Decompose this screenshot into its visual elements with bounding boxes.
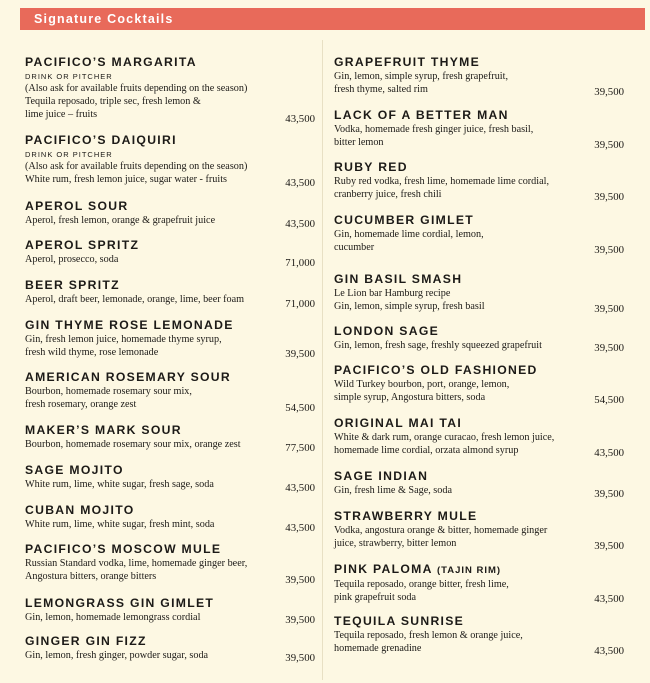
item-name — [334, 509, 624, 524]
item-price: 43,500 — [594, 447, 624, 459]
item-price: 43,500 — [285, 113, 315, 125]
item-price: 39,500 — [594, 139, 624, 151]
item-name-text: PACIFICO’S OLD FASHIONED — [334, 363, 538, 377]
item-price: 39,500 — [594, 303, 624, 315]
menu-item-makers-mark-sour — [25, 423, 315, 455]
item-price: 39,500 — [594, 540, 624, 552]
item-price: 43,500 — [285, 218, 315, 230]
item-name — [334, 160, 624, 175]
menu-item-sage-mojito — [25, 463, 315, 495]
item-price: 39,500 — [594, 86, 624, 98]
item-name-text: LACK OF A BETTER MAN — [334, 108, 509, 122]
item-name-text: PACIFICO’S DAIQUIRI — [25, 133, 177, 147]
menu-item-ruby-red — [334, 160, 624, 204]
menu-item-grapefruit-thyme — [334, 55, 624, 99]
item-price: 39,500 — [594, 342, 624, 354]
menu-item-london-sage — [334, 324, 624, 355]
item-name-text: LEMONGRASS GIN GIMLET — [25, 596, 215, 610]
menu-item-pink-paloma — [334, 562, 624, 606]
item-subtitle: DRINK OR PITCHER — [25, 72, 113, 81]
item-name-text: ORIGINAL MAI TAI — [334, 416, 462, 430]
item-name-suffix: (TAJIN RIM) — [436, 565, 502, 576]
menu-item-sage-indian — [334, 469, 624, 501]
item-price: 39,500 — [285, 652, 315, 664]
menu-item-gin-thyme-rose-lemonade — [25, 318, 315, 361]
item-description: Wild Turkey bourbon, port, orange, lemon, simple syrup, Angostura bitters, soda — [334, 379, 510, 403]
item-name-text: MAKER’S MARK SOUR — [25, 423, 182, 437]
section-header — [20, 8, 645, 30]
item-name — [334, 416, 624, 431]
item-name — [25, 423, 315, 438]
item-description: Russian Standard vodka, lime, homemade ginger beer, Angostura bitters, orange bitters — [25, 558, 248, 582]
menu-item-beer-spritz — [25, 278, 315, 311]
item-price: 43,500 — [285, 482, 315, 494]
item-name-text: BEER SPRITZ — [25, 278, 120, 292]
item-name-text: CUCUMBER GIMLET — [334, 213, 475, 227]
item-name-text: PACIFICO’S MARGARITA — [25, 55, 197, 69]
menu-item-pacificos-moscow-mule — [25, 542, 315, 587]
item-name — [25, 634, 315, 649]
item-name-text: STRAWBERRY MULE — [334, 509, 478, 523]
item-name-text: GIN BASIL SMASH — [334, 272, 463, 286]
item-name-text: SAGE MOJITO — [25, 463, 124, 477]
item-name-text: SAGE INDIAN — [334, 469, 429, 483]
item-description: Aperol, draft beer, lemonade, orange, lime, beer foam — [25, 294, 245, 305]
item-description: Bourbon, homemade rosemary sour mix, fresh rosemary, orange zest — [25, 386, 192, 410]
menu-item-cuban-mojito — [25, 503, 315, 535]
item-description: Aperol, prosecco, soda — [25, 254, 119, 265]
item-name-text: PACIFICO’S MOSCOW MULE — [25, 542, 222, 556]
item-price: 71,000 — [285, 298, 315, 310]
menu-item-american-rosemary-sour — [25, 370, 315, 415]
item-name — [334, 55, 624, 70]
column-divider — [322, 40, 323, 680]
item-name — [25, 370, 315, 385]
item-description: Gin, lemon, fresh sage, freshly squeezed grapefruit — [334, 340, 542, 351]
item-price: 43,500 — [285, 522, 315, 534]
item-price: 43,500 — [594, 645, 624, 657]
item-price: 43,500 — [285, 177, 315, 189]
item-name — [25, 596, 315, 611]
item-price: 71,000 — [285, 257, 315, 269]
menu-item-strawberry-mule — [334, 509, 624, 553]
item-price: 43,500 — [594, 593, 624, 605]
item-name — [334, 213, 624, 228]
item-price: 39,500 — [285, 348, 315, 360]
item-description: White rum, lime, white sugar, fresh mint, soda — [25, 519, 215, 530]
menu-item-original-mai-tai — [334, 416, 624, 460]
item-name-text: RUBY RED — [334, 160, 408, 174]
item-price: 39,500 — [594, 191, 624, 203]
item-name-text: GINGER GIN FIZZ — [25, 634, 147, 648]
menu-item-ginger-gin-fizz — [25, 634, 315, 665]
item-description: Le Lion bar Hamburg recipe Gin, lemon, simple syrup, fresh basil — [334, 288, 485, 312]
section-title: Signature Cocktails — [34, 12, 174, 26]
item-description: Bourbon, homemade rosemary sour mix, orange zest — [25, 439, 241, 450]
item-description: Ruby red vodka, fresh lime, homemade lime cordial, cranberry juice, fresh chili — [334, 176, 550, 200]
item-description: Gin, fresh lime & Sage, soda — [334, 485, 452, 496]
item-description: Vodka, angostura orange & bitter, homemade ginger juice, strawberry, bitter lemon — [334, 525, 548, 549]
menu-item-gin-basil-smash — [334, 272, 624, 316]
item-price: 39,500 — [285, 574, 315, 586]
item-name-text: TEQUILA SUNRISE — [334, 614, 465, 628]
item-price: 54,500 — [285, 402, 315, 414]
menu-item-pacificos-margarita — [25, 55, 315, 126]
item-name — [25, 133, 315, 148]
item-description: Tequila reposado, orange bitter, fresh lime, pink grapefruit soda — [334, 579, 509, 603]
menu-item-lemongrass-gin-gimlet — [25, 596, 315, 627]
item-name — [334, 363, 624, 378]
item-description: Gin, fresh lemon juice, homemade thyme syrup, fresh wild thyme, rose lemonade — [25, 334, 222, 358]
item-name-text: AMERICAN ROSEMARY SOUR — [25, 370, 232, 384]
item-name-text: PINK PALOMA — [334, 562, 433, 576]
item-name — [334, 469, 624, 484]
item-name — [25, 318, 315, 333]
item-price: 39,500 — [594, 244, 624, 256]
item-description: White rum, lime, white sugar, fresh sage, soda — [25, 479, 214, 490]
item-name — [334, 562, 624, 578]
menu-item-cucumber-gimlet — [334, 213, 624, 257]
item-price: 39,500 — [594, 488, 624, 500]
item-name-text: APEROL SOUR — [25, 199, 129, 213]
menu-item-aperol-spritz — [25, 238, 315, 270]
item-name-text: GIN THYME ROSE LEMONADE — [25, 318, 234, 332]
item-name — [334, 614, 624, 629]
item-price: 39,500 — [285, 614, 315, 626]
item-name — [25, 503, 315, 518]
item-name — [25, 55, 315, 70]
item-description: Vodka, homemade fresh ginger juice, fresh basil, bitter lemon — [334, 124, 534, 148]
item-subtitle: DRINK OR PITCHER — [25, 150, 113, 159]
item-name — [25, 238, 315, 253]
item-name — [334, 272, 624, 287]
item-description: Gin, lemon, simple syrup, fresh grapefruit, fresh thyme, salted rim — [334, 71, 508, 95]
item-description: White & dark rum, orange curacao, fresh lemon juice, homemade lime cordial, orzata almond syrup — [334, 432, 555, 456]
item-name-text: LONDON SAGE — [334, 324, 440, 338]
item-description: (Also ask for available fruits depending on the season) White rum, fresh lemon juice, sugar water - fruits — [25, 161, 248, 185]
item-name-text: APEROL SPRITZ — [25, 238, 140, 252]
item-description: (Also ask for available fruits depending on the season) Tequila reposado, triple sec, fresh lemon & lime juice – fruits — [25, 83, 248, 120]
item-price: 77,500 — [285, 442, 315, 454]
menu-item-pacificos-old-fashioned — [334, 363, 624, 407]
item-name — [25, 199, 315, 214]
item-name — [334, 324, 624, 339]
menu-item-lack-of-a-better-man — [334, 108, 624, 152]
item-description: Gin, homemade lime cordial, lemon, cucumber — [334, 229, 484, 253]
item-name-text: CUBAN MOJITO — [25, 503, 135, 517]
item-name — [25, 463, 315, 478]
item-name — [25, 278, 315, 293]
item-description: Gin, lemon, fresh ginger, powder sugar, soda — [25, 650, 209, 661]
item-name — [25, 542, 315, 557]
item-description: Tequila reposado, fresh lemon & orange juice, homemade grenadine — [334, 630, 523, 654]
item-description: Gin, lemon, homemade lemongrass cordial — [25, 612, 201, 623]
item-name-text: GRAPEFRUIT THYME — [334, 55, 481, 69]
item-name — [334, 108, 624, 123]
item-description: Aperol, fresh lemon, orange & grapefruit juice — [25, 215, 216, 226]
menu-item-aperol-sour — [25, 199, 315, 231]
menu-item-pacificos-daiquiri — [25, 133, 315, 190]
menu-item-tequila-sunrise — [334, 614, 624, 658]
item-price: 54,500 — [594, 394, 624, 406]
